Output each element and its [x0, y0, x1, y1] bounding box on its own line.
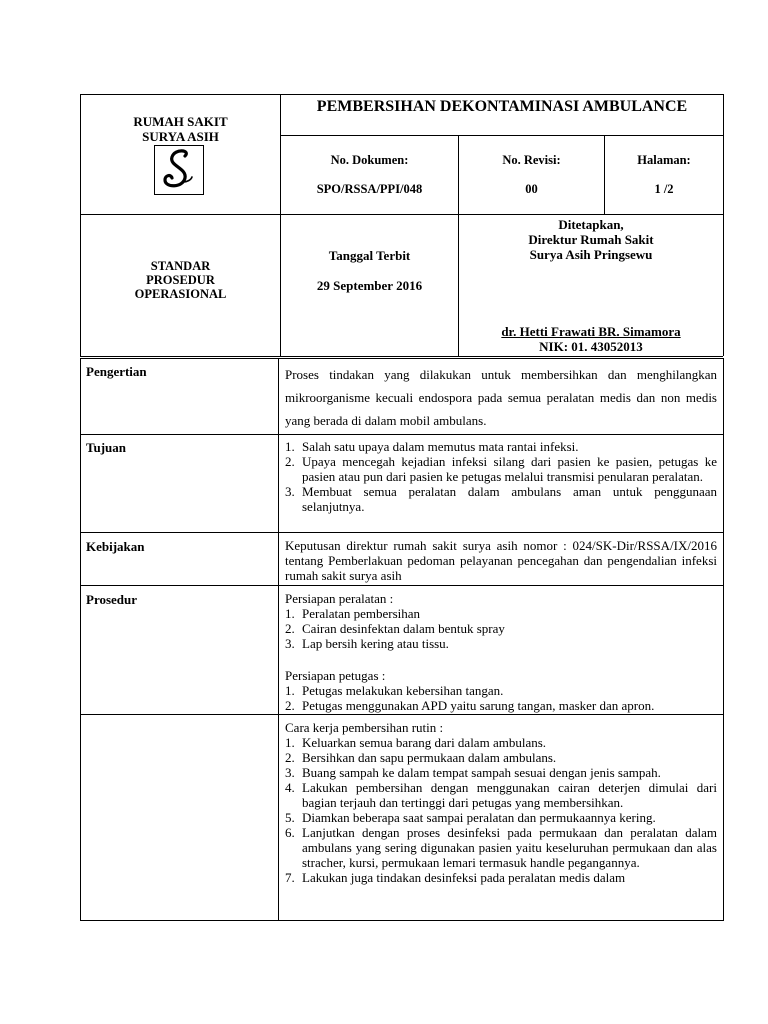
pengertian-text: Proses tindakan yang dilakukan untuk membersihkan dan menghilangkan mikroorganisme kecuali endospora pada semua peralatan medis dan non medis yang berada di dalam mobil ambulans.	[285, 367, 717, 428]
logo-s-icon	[155, 146, 202, 193]
list-item: 2. Upaya mencegah kejadian infeksi silang dari pasien ke pasien, petugas ke pasien atau pun dari pasien ke petugas melalui transmisi penularan peralatan.	[285, 454, 717, 484]
list-item: 7. Lakukan juga tindakan desinfeksi pada peralatan medis dalam	[285, 870, 626, 885]
list-item: 1. Peralatan pembersihan	[285, 606, 421, 621]
border-col1-body	[278, 358, 279, 921]
halaman-label: Halaman:	[637, 153, 691, 167]
direktur-line1: Direktur Rumah Sakit	[528, 232, 654, 247]
hospital-name-line1: RUMAH SAKIT	[133, 114, 228, 129]
border-body-top	[80, 358, 723, 359]
border-col1-header	[280, 94, 281, 356]
border-header-mid	[80, 214, 723, 215]
border-body-bottom	[80, 920, 723, 921]
no-dokumen-label: No. Dokumen:	[330, 153, 409, 167]
list-item: 5. Diamkan beberapa saat sampai peralatan dan permukaannya kering.	[285, 810, 656, 825]
list-item: 1. Petugas melakukan kebersihan tangan.	[285, 683, 504, 698]
signatory-nik: NIK: 01. 43052013	[539, 339, 643, 354]
persiapan-petugas-list	[285, 683, 717, 713]
persiapan-peralatan-list	[285, 606, 717, 651]
border-row-cara-kerja	[80, 714, 723, 715]
tanggal-terbit-label: Tanggal Terbit	[328, 248, 411, 263]
hospital-name-line2: SURYA ASIH	[142, 129, 219, 144]
list-item: 2. Cairan desinfektan dalam bentuk spray	[285, 621, 505, 636]
persiapan-peralatan-title: Persiapan peralatan :	[285, 591, 394, 606]
document-title: PEMBERSIHAN DEKONTAMINASI AMBULANCE	[316, 98, 688, 115]
border-right-body	[723, 358, 724, 921]
cara-kerja-list	[285, 735, 717, 885]
spo-label-line2: PROSEDUR	[146, 273, 215, 287]
border-row-kebijakan	[80, 532, 723, 533]
border-row-tujuan	[80, 434, 723, 435]
border-top	[80, 94, 723, 95]
section-label-prosedur: Prosedur	[86, 592, 138, 607]
list-item: 3. Membuat semua peralatan dalam ambulans aman untuk penggunaan selanjutnya.	[285, 484, 717, 514]
cara-kerja-title: Cara kerja pembersihan rutin :	[285, 720, 444, 735]
signatory-name: dr. Hetti Frawati BR. Simamora	[501, 324, 681, 339]
no-revisi-value: 00	[525, 182, 538, 196]
section-label-kebijakan: Kebijakan	[86, 539, 145, 554]
hospital-logo	[154, 145, 204, 195]
list-item: 4. Lakukan pembersihan dengan menggunakan cairan deterjen dimulai dari bagian terjauh dan tertinggi dari petugas yang membersihkan.	[285, 780, 717, 810]
border-title-bottom	[280, 135, 723, 136]
list-item: 2. Bersihkan dan sapu permukaan dalam ambulans.	[285, 750, 557, 765]
border-row-prosedur	[80, 585, 723, 586]
list-item: 3. Lap bersih kering atau tissu.	[285, 636, 449, 651]
tanggal-terbit-value: 29 September 2016	[316, 278, 423, 293]
spo-label	[81, 259, 280, 301]
section-label-tujuan: Tujuan	[86, 440, 126, 455]
list-item: 6. Lanjutkan dengan proses desinfeksi pada permukaan dan peralatan dalam ambulans yang sering digunakan pasien yaitu keseluruhan permukaan dan alas stracher, kursi, permukaan lemari termasuk handle pegangannya.	[285, 825, 717, 870]
direktur-line2: Surya Asih Pringsewu	[529, 247, 653, 262]
spo-label-line3: OPERASIONAL	[134, 287, 227, 301]
border-left-body	[80, 358, 81, 921]
border-header-bottom	[80, 356, 723, 357]
tujuan-list	[285, 439, 717, 514]
spo-label-line1: STANDAR	[150, 259, 211, 273]
signature-block	[459, 324, 723, 354]
ditetapkan-block	[459, 217, 723, 262]
no-dokumen-value: SPO/RSSA/PPI/048	[316, 182, 423, 196]
list-item: 2. Petugas menggunakan APD yaitu sarung tangan, masker dan apron.	[285, 698, 655, 713]
border-col-halaman	[604, 135, 605, 214]
section-label-pengertian: Pengertian	[86, 364, 147, 379]
hospital-name	[81, 114, 280, 144]
ditetapkan-label: Ditetapkan,	[558, 217, 624, 232]
border-right-header	[723, 94, 724, 356]
persiapan-petugas-title: Persiapan petugas :	[285, 668, 386, 683]
list-item: 1. Keluarkan semua barang dari dalam ambulans.	[285, 735, 547, 750]
halaman-value: 1 /2	[654, 182, 674, 196]
kebijakan-text: Keputusan direktur rumah sakit surya asih nomor : 024/SK-Dir/RSSA/IX/2016 tentang Pemberlakuan pedoman pelayanan pencegahan dan pengendalian infeksi rumah sakit surya asih	[285, 538, 717, 583]
list-item: 1. Salah satu upaya dalam memutus mata rantai infeksi.	[285, 439, 579, 454]
list-item: 3. Buang sampah ke dalam tempat sampah sesuai dengan jenis sampah.	[285, 765, 661, 780]
no-revisi-label: No. Revisi:	[502, 153, 561, 167]
